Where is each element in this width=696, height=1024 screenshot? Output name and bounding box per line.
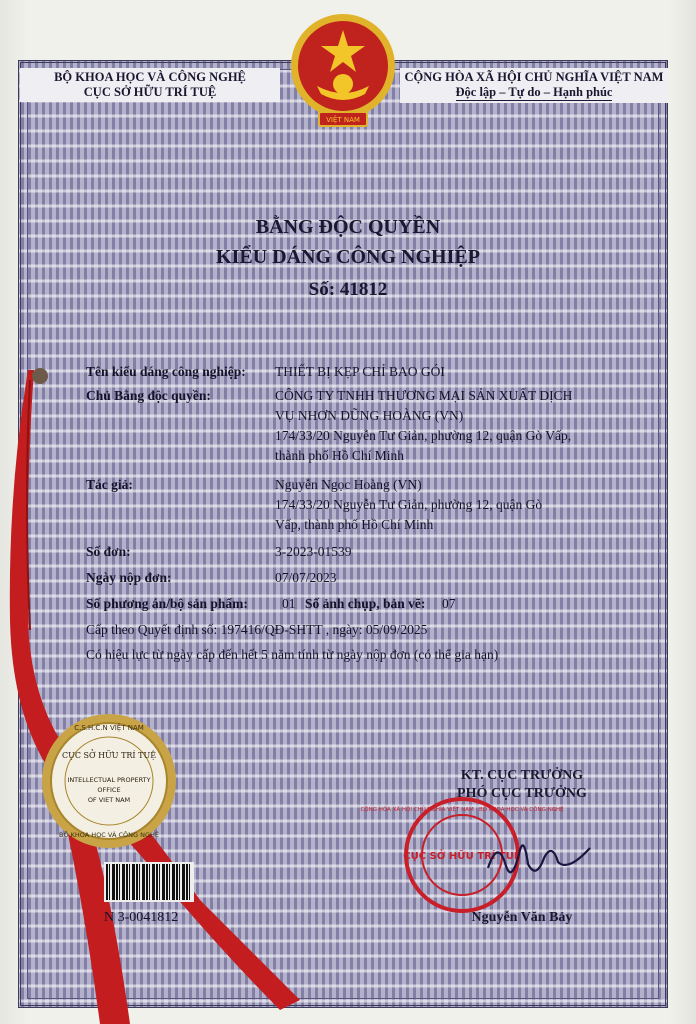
- emblem-banner-text: VIỆT NAM: [326, 116, 360, 124]
- design-name-label: Tên kiểu dáng công nghiệp:: [86, 364, 246, 379]
- author-name: Nguyễn Ngọc Hoàng (VN): [275, 477, 422, 492]
- gold-seal-en-1: INTELLECTUAL PROPERTY: [67, 776, 151, 784]
- owner-address-line2: thành phố Hồ Chí Minh: [275, 448, 405, 463]
- ministry-name: BỘ KHOA HỌC VÀ CÔNG NGHỆ: [54, 70, 246, 84]
- application-number-label: Số đơn:: [86, 544, 131, 559]
- filing-date-label: Ngày nộp đơn:: [86, 570, 172, 585]
- office-name: CỤC SỞ HỮU TRÍ TUỆ: [83, 85, 217, 99]
- author-address-line2: Vấp, thành phố Hồ Chí Minh: [275, 517, 434, 532]
- barcode-number: N 3-0041812: [104, 910, 179, 925]
- red-seal-arc: CỘNG HÒA XÃ HỘI CHỦ NGHĨA VIỆT NAM · BỘ KHOA HỌC VÀ CÔNG NGHỆ: [360, 807, 564, 813]
- owner-name-line2: VỤ NHƠN DŨNG HOÀNG (VN): [275, 408, 464, 423]
- barcode: [104, 862, 194, 902]
- national-motto: Độc lập – Tự do – Hạnh phúc: [455, 85, 613, 99]
- design-name-value: THIẾT BỊ KẸP CHỈ BAO GÓI: [275, 364, 445, 379]
- validity-text: Có hiệu lực từ ngày cấp đến hết 5 năm tính từ ngày nộp đơn (có thể gia hạn): [86, 647, 499, 662]
- gold-seal-en-3: OF VIET NAM: [87, 796, 131, 804]
- owner-name-line1: CÔNG TY TNHH THƯƠNG MẠI SẢN XUẤT DỊCH: [275, 388, 573, 403]
- signatory-title2: PHÓ CỤC TRƯỞNG: [457, 786, 587, 801]
- gold-seal-en-2: OFFICE: [97, 786, 121, 794]
- signatory-title1: KT. CỤC TRƯỞNG: [460, 768, 584, 783]
- variants-label: Số phương án/bộ sản phẩm:: [86, 596, 248, 611]
- gold-seal-arc-top: C.S.H.C.N VIỆT NAM: [74, 724, 144, 732]
- variants-value: 01: [282, 596, 296, 611]
- red-seal-center: CỤC SỞ HỮU TRÍ TUỆ: [403, 851, 521, 862]
- decision-text: Cấp theo Quyết định số: 197416/QĐ-SHTT , ngày: 05/09/2025: [86, 622, 428, 637]
- photos-value: 07: [442, 596, 456, 611]
- owner-label: Chủ Bằng độc quyền:: [86, 388, 211, 403]
- republic-name: CỘNG HÒA XÃ HỘI CHỦ NGHĨA VIỆT NAM: [404, 70, 664, 84]
- gold-seal-office: CỤC SỞ HỮU TRÍ TUỆ: [61, 751, 157, 760]
- gold-seal-icon: [40, 712, 178, 850]
- author-label: Tác giả:: [86, 477, 133, 492]
- certificate-subtitle: KIỂU DÁNG CÔNG NGHIỆP: [216, 246, 480, 268]
- issuer-header: [20, 68, 280, 102]
- author-address-line1: 174/33/20 Nguyễn Tư Giản, phường 12, quận Gò: [275, 497, 543, 512]
- signatory-name: Nguyễn Văn Bảy: [471, 910, 573, 925]
- certificate-title: BẰNG ĐỘC QUYỀN: [255, 216, 441, 238]
- photos-label: Số ảnh chụp, bản vẽ:: [305, 596, 426, 611]
- certificate-number: Số: 41812: [308, 279, 388, 300]
- filing-date-value: 07/07/2023: [275, 570, 337, 585]
- owner-address-line1: 174/33/20 Nguyễn Tư Giản, phường 12, quận Gò Vấp,: [275, 428, 572, 443]
- signature-mark: [478, 828, 598, 888]
- application-number-value: 3-2023-01539: [275, 544, 352, 559]
- national-emblem-icon: [287, 8, 399, 134]
- gold-seal-arc-bottom: BỘ KHOA HỌC VÀ CÔNG NGHỆ: [59, 831, 159, 839]
- republic-header: [400, 68, 668, 103]
